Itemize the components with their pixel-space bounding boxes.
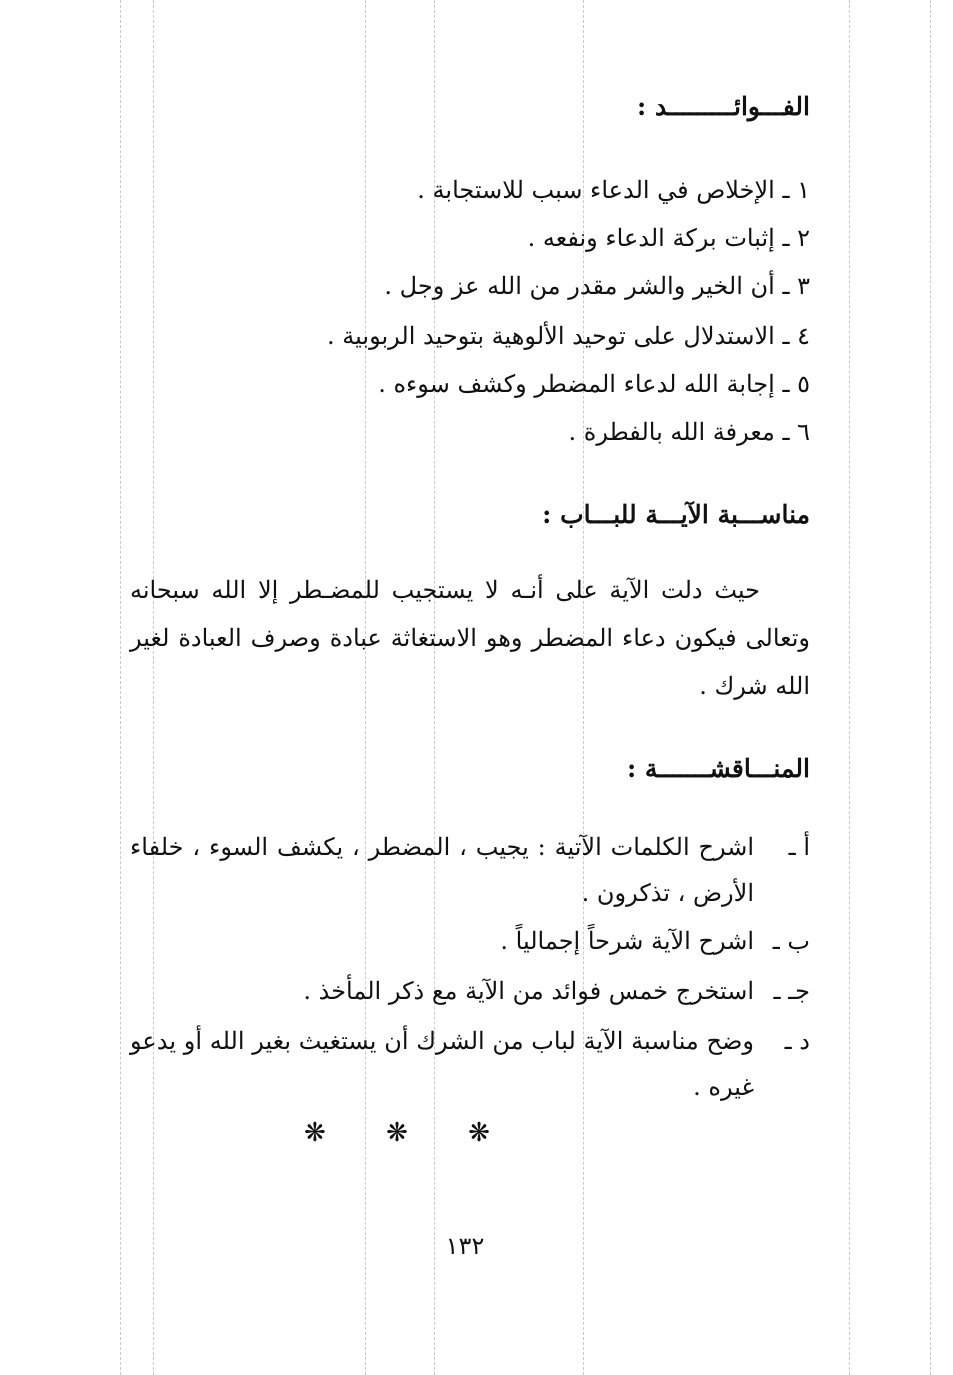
question-letter: أ ـ — [788, 833, 810, 861]
benefit-item: ٤ ـ الاستدلال على توحيد الألوهية بتوحيد الربوبية . — [327, 322, 810, 350]
question-item — [130, 968, 810, 1014]
question-item — [130, 918, 810, 964]
question-text: اشرح الكلمات الآتية : يجيب ، المضطر ، يكشف السوء ، خلفاء الأرض ، تذكرون . — [130, 833, 754, 907]
relevance-heading: مناســـبة الآيـــة للبـــاب : — [542, 500, 810, 529]
question-text: اشرح الآية شرحاً إجمالياً . — [500, 927, 754, 955]
document-page — [130, 0, 810, 1375]
question-text: وضح مناسبة الآية لباب من الشرك أن يستغيث بغير الله أو يدعو غيره . — [130, 1027, 754, 1101]
discussion-heading: المنـــاقشـــــــة : — [626, 754, 810, 783]
benefit-item: ٢ ـ إثبات بركة الدعاء ونفعه . — [527, 224, 810, 252]
benefits-heading: الفـــوائـــــــــد : — [637, 92, 810, 121]
benefit-item: ١ ـ الإخلاص في الدعاء سبب للاستجابة . — [417, 176, 810, 204]
scan-guide-line — [930, 0, 931, 1375]
section-separator: ❋ ❋ ❋ — [304, 1118, 516, 1148]
question-text: استخرج خمس فوائد من الآية مع ذكر المأخذ . — [303, 977, 754, 1005]
benefit-item: ٥ ـ إجابة الله لدعاء المضطر وكشف سوءه . — [378, 370, 810, 398]
relevance-paragraph — [130, 566, 810, 710]
page-number: ١٣٢ — [445, 1232, 485, 1260]
question-item — [130, 824, 810, 916]
scan-guide-line — [120, 0, 121, 1375]
scan-guide-line — [849, 0, 850, 1375]
question-letter: ب ـ — [772, 927, 810, 955]
question-item — [130, 1018, 810, 1110]
question-letter: د ـ — [784, 1027, 810, 1055]
question-letter: جـ ـ — [773, 977, 810, 1005]
benefit-item: ٣ ـ أن الخير والشر مقدر من الله عز وجل . — [384, 272, 810, 300]
relevance-text: حيث دلت الآية على أنـه لا يستجيب للمضـطر إلا الله سبحانه وتعالى فيكون دعاء المضطر وهو الاستغاثة عبادة وصرف العبادة لغير الله شرك . — [130, 576, 810, 700]
benefit-item: ٦ ـ معرفة الله بالفطرة . — [568, 418, 810, 446]
